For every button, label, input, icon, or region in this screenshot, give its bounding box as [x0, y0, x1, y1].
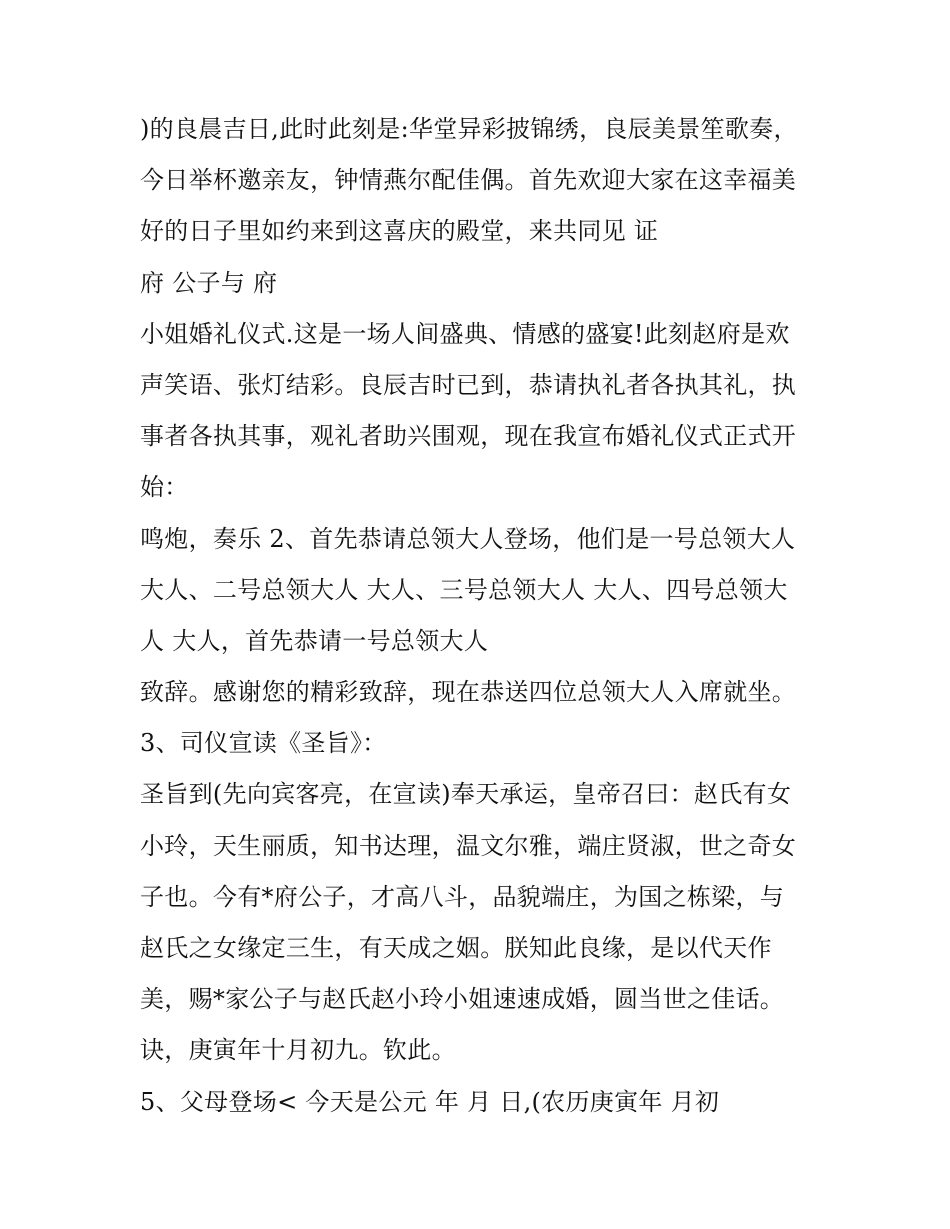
- text-line-5: 小姐婚礼仪式.这是一场人间盛典、情感的盛宴!此刻赵府是欢: [140, 319, 790, 348]
- document-body: [140, 104, 830, 1128]
- text-line-20: 5、父母登场< 今天是公元 年 月 日,(农历庚寅年 月初: [140, 1087, 720, 1116]
- text-line-7: 事者各执其事，观礼者助兴围观，现在我宣布婚礼仪式正式开: [140, 422, 797, 451]
- text-line-19: 诀，庚寅年十月初九。钦此。: [140, 1036, 456, 1065]
- text-line-18: 美，赐*家公子与赵氏赵小玲小姐速速成婚，圆当世之佳话。: [140, 985, 785, 1014]
- text-line-2: 今日举杯邀亲友，钟情燕尔配佳偶。首先欢迎大家在这幸福美: [140, 166, 797, 195]
- text-line-12: 致辞。感谢您的精彩致辞，现在恭送四位总领大人入席就坐。: [140, 678, 797, 707]
- text-line-15: 小玲，天生丽质，知书达理，温文尔雅，端庄贤淑，世之奇女: [140, 831, 797, 860]
- text-line-9: 鸣炮，奏乐 2、首先恭请总领大人登场，他们是一号总领大人: [140, 524, 796, 553]
- text-line-16: 子也。今有*府公子，才高八斗，品貌端庄，为国之栋梁，与: [140, 882, 785, 911]
- text-line-10: 大人、二号总领大人 大人、三号总领大人 大人、四号总领大: [140, 575, 788, 604]
- text-line-3: 好的日子里如约来到这喜庆的殿堂，来共同见 证: [140, 217, 659, 246]
- text-line-8: 始：: [140, 473, 189, 502]
- text-line-17: 赵氏之女缘定三生，有天成之姻。朕知此良缘，是以代天作: [140, 934, 772, 962]
- text-line-6: 声笑语、张灯结彩。良辰吉时已到，恭请执礼者各执其礼，执: [140, 370, 797, 399]
- text-line-14: 圣旨到(先向宾客亮，在宣读)奉天承运，皇帝召曰：赵氏有女: [140, 780, 792, 809]
- text-line-1: )的良晨吉日,此时此刻是:华堂异彩披锦绣，良辰美景笙歌奏，: [140, 115, 798, 143]
- text-line-11: 人 大人，首先恭请一号总领大人: [140, 626, 489, 655]
- text-line-4: 府 公子与 府: [140, 268, 278, 297]
- text-line-13: 3、司仪宣读《圣旨》：: [140, 729, 387, 758]
